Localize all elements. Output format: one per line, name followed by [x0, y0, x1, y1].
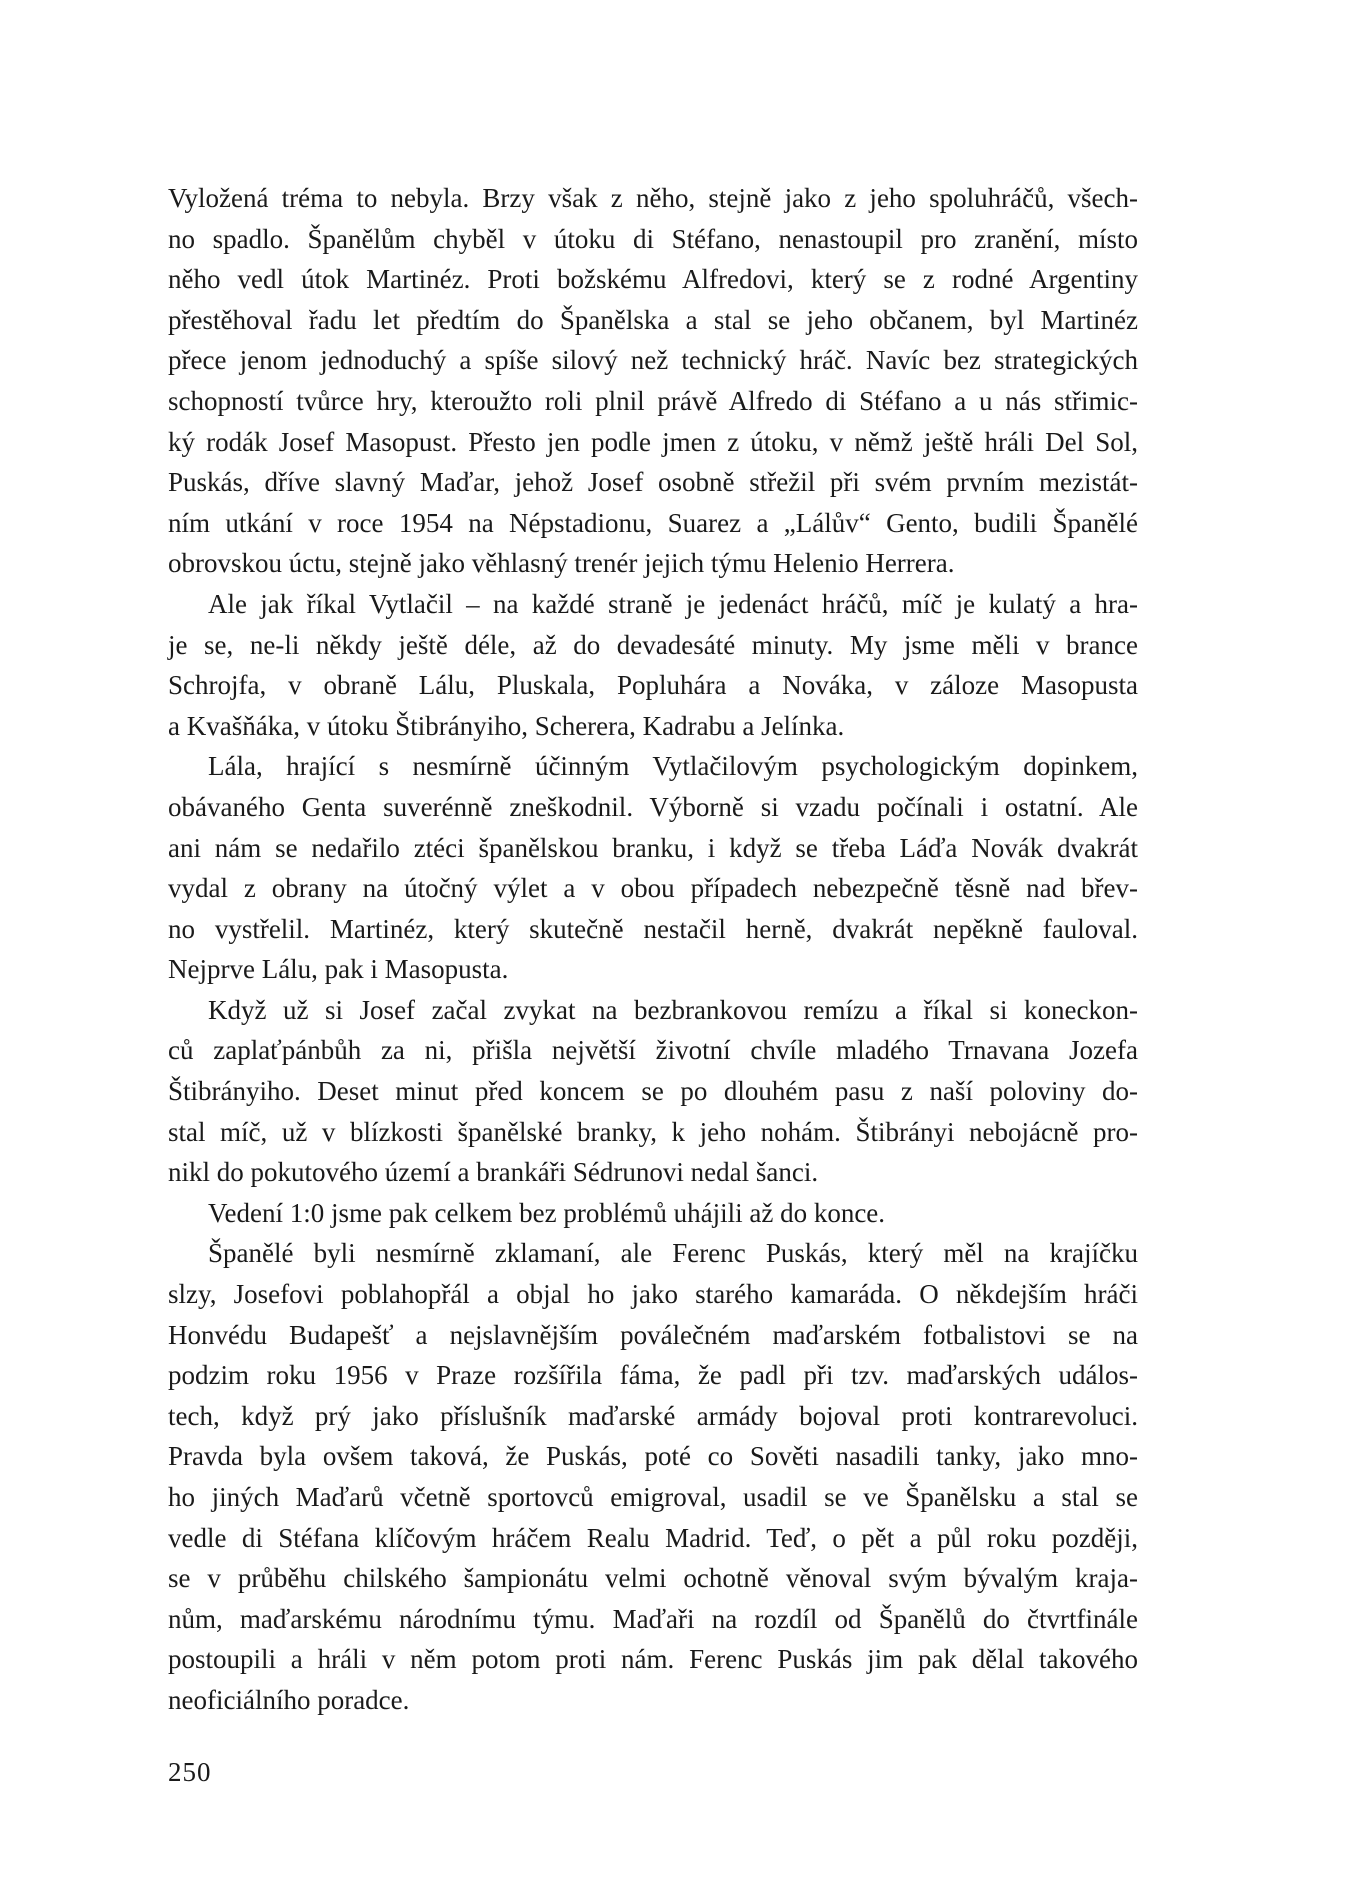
- text-line: vedle di Stéfana klíčovým hráčem Realu Madrid. Teď, o pět a půl roku později,: [168, 1522, 1138, 1553]
- text-line: ký rodák Josef Masopust. Přesto jen podle jmen z útoku, v němž ještě hráli Del Sol,: [168, 426, 1138, 457]
- text-line: Štibrányiho. Deset minut před koncem se po dlouhém pasu z naší poloviny do-: [168, 1076, 1138, 1107]
- text-line: Puskás, dříve slavný Maďar, jehož Josef osobně střežil při svém prvním mezistát-: [168, 467, 1138, 498]
- text-line: Vyložená tréma to nebyla. Brzy však z něho, stejně jako z jeho spoluhráčů, všech-: [168, 183, 1138, 213]
- text-line: ců zaplaťpánbůh za ni, přišla největší životní chvíle mladého Trnavana Jozefa: [168, 1035, 1138, 1066]
- text-line: přece jenom jednoduchý a spíše silový než technický hráč. Navíc bez strategických: [168, 345, 1138, 376]
- text-line: se v průběhu chilského šampionátu velmi ochotně věnoval svým bývalým kraja-: [168, 1563, 1138, 1594]
- text-line: tech, když prý jako příslušník maďarské armády bojoval proti kontrarevoluci.: [168, 1400, 1138, 1431]
- text-line: něho vedl útok Martinéz. Proti božskému Alfredovi, který se z rodné Argentiny: [168, 264, 1138, 295]
- text-line: postoupili a hráli v něm potom proti nám. Ferenc Puskás jim pak dělal takového: [168, 1644, 1138, 1675]
- text-line: slzy, Josefovi poblahopřál a objal ho jako starého kamaráda. O někdejším hráči: [168, 1279, 1138, 1310]
- text-line: Nejprve Lálu, pak i Masopusta.: [168, 954, 509, 985]
- text-line: ním utkání v roce 1954 na Népstadionu, Suarez a „Lálův“ Gento, budili Španělé: [168, 507, 1138, 538]
- text-line: Vedení 1:0 jsme pak celkem bez problémů uhájili až do konce.: [208, 1197, 886, 1228]
- text-line: nům, maďarskému národnímu týmu. Maďaři na rozdíl od Španělů do čtvrtfinále: [168, 1603, 1138, 1634]
- text-line: Lála, hrající s nesmírně účinným Vytlačilovým psychologickým dopinkem,: [208, 751, 1138, 782]
- body-text: [168, 178, 1138, 1721]
- text-line: no spadlo. Španělům chyběl v útoku di Stéfano, nenastoupil pro zranění, místo: [168, 223, 1138, 254]
- text-line: nikl do pokutového území a brankáři Sédrunovi nedal šanci.: [168, 1157, 819, 1188]
- text-line: podzim roku 1956 v Praze rozšířila fáma, že padl při tzv. maďarských událos-: [168, 1360, 1138, 1391]
- text-line: schopností tvůrce hry, kteroužto roli plnil právě Alfredo di Stéfano a u nás střimic-: [168, 385, 1138, 416]
- text-line: je se, ne-li někdy ještě déle, až do devadesáté minuty. My jsme měli v brance: [168, 629, 1138, 660]
- text-line: Honvédu Budapešť a nejslavnějším poválečném maďarském fotbalistovi se na: [168, 1319, 1138, 1350]
- text-line: ani nám se nedařilo ztéci španělskou branku, i když se třeba Láďa Novák dvakrát: [168, 832, 1138, 863]
- text-line: ho jiných Maďarů včetně sportovců emigroval, usadil se ve Španělsku a stal se: [168, 1482, 1138, 1512]
- text-line: obávaného Genta suverénně zneškodnil. Výborně si vzadu počínali i ostatní. Ale: [168, 791, 1138, 822]
- text-line: Schrojfa, v obraně Lálu, Pluskala, Popluhára a Nováka, v záloze Masopusta: [168, 670, 1138, 701]
- text-line: Ale jak říkal Vytlačil – na každé straně je jedenáct hráčů, míč je kulatý a hra-: [208, 588, 1138, 619]
- text-line: neoficiálního poradce.: [168, 1684, 410, 1715]
- text-line: stal míč, už v blízkosti španělské branky, k jeho nohám. Štibrányi nebojácně pro-: [168, 1116, 1138, 1147]
- text-line: a Kvašňáka, v útoku Štibrányiho, Scherera, Kadrabu a Jelínka.: [168, 710, 845, 741]
- text-line: vydal z obrany na útočný výlet a v obou případech nebezpečně těsně nad břev-: [168, 873, 1138, 904]
- text-line: Španělé byli nesmírně zklamaní, ale Ferenc Puskás, který měl na krajíčku: [208, 1238, 1138, 1269]
- text-line: přestěhoval řadu let předtím do Španělska a stal se jeho občanem, byl Martinéz: [168, 304, 1138, 335]
- text-line: obrovskou úctu, stejně jako věhlasný trenér jejich týmu Helenio Herrera.: [168, 548, 955, 579]
- text-line: Pravda byla ovšem taková, že Puskás, poté co Sověti nasadili tanky, jako mno-: [168, 1441, 1138, 1472]
- page-number: 250: [168, 1757, 212, 1787]
- text-line: no vystřelil. Martinéz, který skutečně nestačil herně, dvakrát nepěkně fauloval.: [168, 913, 1138, 944]
- text-line: Když už si Josef začal zvykat na bezbrankovou remízu a říkal si koneckon-: [208, 994, 1138, 1025]
